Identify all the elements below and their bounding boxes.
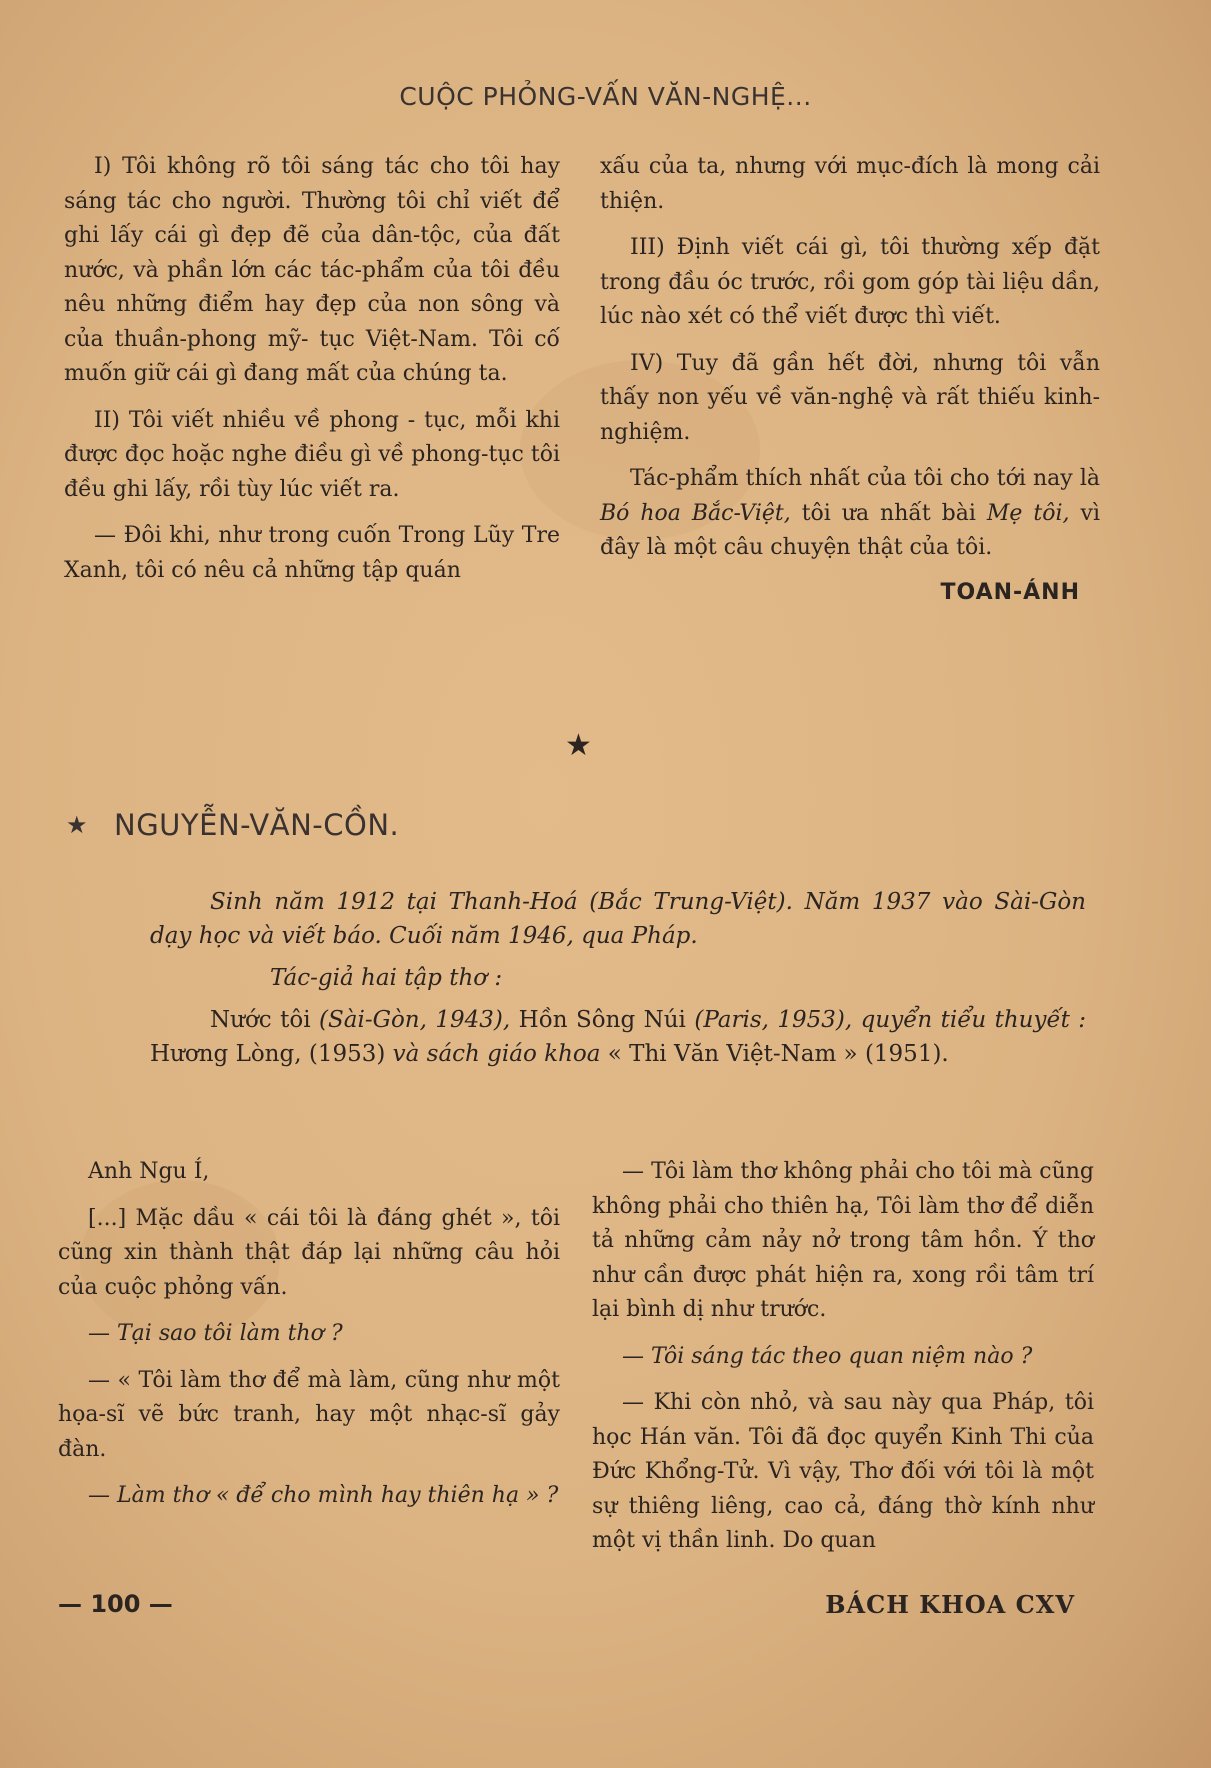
page-number: — 100 —	[58, 1590, 173, 1618]
question-1: — Tại sao tôi làm thơ ?	[88, 1321, 343, 1346]
letter-intro: [...] Mặc dầu « cái tôi là đáng ghét », tôi cũng xin thành thật đáp lại những câu hỏi của cuộc phỏng vấn.	[58, 1205, 560, 1300]
bottom-left-column	[58, 1155, 560, 1526]
answer-2: — Tôi làm thơ không phải cho tôi mà cũng không phải cho thiên hạ, Tôi làm thơ để diễn tả những cảm nảy nở trong tâm hồn. Ý thơ như cần được phát hiện ra, xong rồi tâm trí lại bình dị như trước.	[592, 1159, 1094, 1322]
section-title	[66, 808, 399, 842]
bio-works	[150, 1003, 1086, 1071]
answer-3: III) Định viết cái gì, tôi thường xếp đặt trong đầu óc trước, rồi gom góp tài liệu dần, lúc nào xét có thể viết được thì viết.	[600, 235, 1100, 329]
favorite-text: Tác-phẩm thích nhất của tôi cho tới nay là	[630, 466, 1100, 491]
bio-line: Sinh năm 1912 tại Thanh-Hoá (Bắc Trung-Việt). Năm 1937 vào Sài-Gòn dạy học và viết báo. Cuối năm 1946, qua Pháp.	[150, 889, 1086, 949]
favorite-text: tôi ưa nhất bài	[790, 500, 987, 526]
work-title: Hồn Sông Núi	[518, 1007, 686, 1033]
author-signature: TOAN-ÁNH	[940, 579, 1080, 605]
answer-1: I) Tôi không rõ tôi sáng tác cho tôi hay sáng tác cho người. Thường tôi chỉ viết để ghi lấy cái gì đẹp đẽ của dân-tộc, của đất nước, và phần lớn các tác-phẩm của tôi đều nêu những điểm hay đẹp của non sông và của thuần-phong mỹ- tục Việt-Nam. Tôi cố muốn giữ cái gì đang mất của chúng ta.	[64, 154, 560, 386]
work-title: Nước tôi	[210, 1007, 311, 1033]
bottom-right-column	[592, 1155, 1094, 1571]
question-3: — Tôi sáng tác theo quan niệm nào ?	[622, 1343, 1033, 1369]
answer-1: — « Tôi làm thơ để mà làm, cũng như một họa-sĩ vẽ bức tranh, hay một nhạc-sĩ gảy đàn.	[58, 1367, 560, 1462]
work-title: « Thi Văn Việt-Nam » (1951).	[607, 1041, 949, 1067]
author-name: NGUYỄN-VĂN-CỒN.	[114, 808, 400, 842]
top-left-column	[64, 150, 560, 600]
answer-3: — Khi còn nhỏ, và sau này qua Pháp, tôi học Hán văn. Tôi đã đọc quyển Kinh Thi của Đức Khổng-Tử. Vì vậy, Thơ đối với tôi là một sự thiêng liêng, cao cả, đáng thờ kính như một vị thần linh. Do quan	[592, 1390, 1094, 1553]
answer-2-continued: — Đôi khi, như trong cuốn Trong Lũy Tre Xanh, tôi có nêu cả những tập quán	[64, 523, 560, 583]
letter-greeting: Anh Ngu Í,	[88, 1159, 210, 1184]
top-right-column	[600, 150, 1100, 610]
question-2: — Làm thơ « để cho mình hay thiên hạ » ?	[88, 1483, 559, 1508]
work-label: quyển tiểu thuyết :	[860, 1007, 1087, 1033]
work-publication: (Paris, 1953),	[694, 1007, 853, 1033]
favorite-text: vì đây là một câu chuyện thật của tôi.	[600, 500, 1100, 560]
answer-2: II) Tôi viết nhiều về phong - tục, mỗi khi được đọc hoặc nghe điều gì về phong-tục tôi đều ghi lấy, rồi tùy lúc viết ra.	[64, 407, 560, 502]
work-publication: (Sài-Gòn, 1943),	[319, 1007, 511, 1033]
author-bio	[150, 885, 1087, 1079]
page-header: CUỘC PHỎNG-VẤN VĂN-NGHỆ...	[399, 82, 812, 111]
favorite-work	[600, 462, 1100, 566]
work-title: Bó hoa Bắc-Việt,	[600, 500, 791, 526]
answer-4: IV) Tuy đã gần hết đời, nhưng tôi vẫn thấy non yếu về văn-nghệ và rất thiếu kinh-nghiệm.	[600, 350, 1100, 445]
work-title: Mẹ tôi,	[986, 500, 1070, 526]
divider-star-icon: ★	[565, 728, 592, 763]
star-icon: ★	[66, 811, 89, 839]
work-title: Hương Lòng, (1953)	[150, 1041, 386, 1067]
answer-2-end: xấu của ta, nhưng với mục-đích là mong cải thiện.	[600, 154, 1100, 214]
work-label: và sách giáo khoa	[392, 1041, 601, 1067]
journal-name: BÁCH KHOA CXV	[825, 1590, 1075, 1619]
bio-label: Tác-giả hai tập thơ :	[270, 965, 503, 991]
